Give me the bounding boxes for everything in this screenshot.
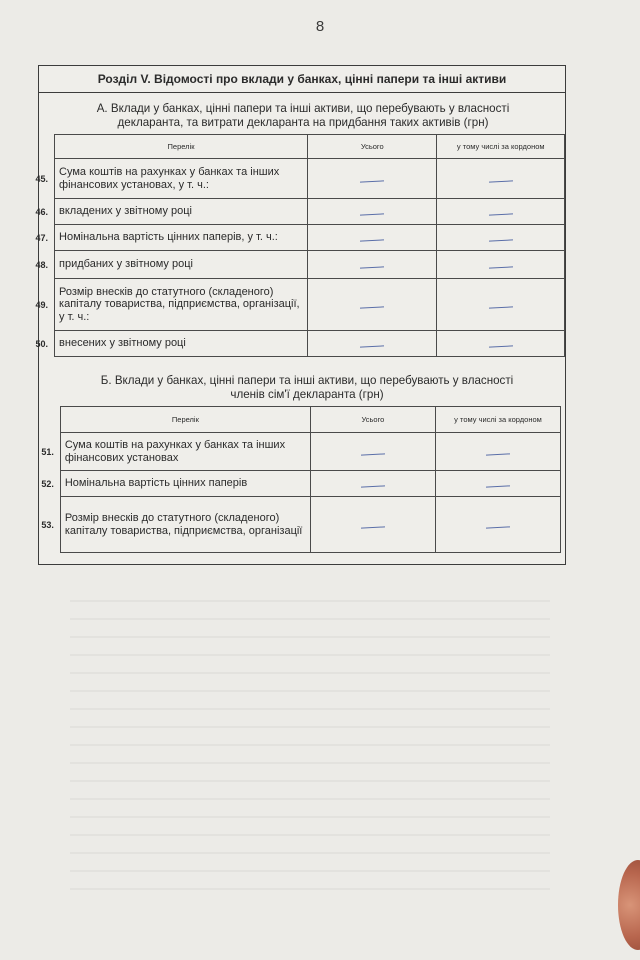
dash-mark xyxy=(489,266,513,268)
header-list: Перелік xyxy=(55,135,308,159)
dash-mark xyxy=(489,239,513,241)
row-label: Розмір внесків до статутного (складеного) капіталу товариства, підприємства, організації xyxy=(60,497,310,553)
table-row xyxy=(9,251,565,279)
table-row xyxy=(9,159,565,199)
total-cell xyxy=(310,471,435,497)
table-row xyxy=(15,433,561,471)
table-part-a xyxy=(9,134,565,357)
total-cell xyxy=(307,225,437,251)
abroad-cell xyxy=(437,279,565,331)
dash-mark xyxy=(489,306,513,308)
total-cell xyxy=(307,331,437,357)
row-number: 53. xyxy=(41,519,54,530)
row-label: Сума коштів на рахунках у банках та інших фінансових установах xyxy=(60,433,310,471)
header-list: Перелік xyxy=(60,407,310,433)
abroad-cell xyxy=(437,331,565,357)
part-b-title xyxy=(53,374,561,402)
row-number: 46. xyxy=(35,206,49,217)
table-row xyxy=(15,497,561,553)
abroad-cell xyxy=(435,433,560,471)
abroad-cell xyxy=(437,159,565,199)
dash-mark xyxy=(360,239,384,241)
row-label: придбаних у звітному році xyxy=(55,251,308,279)
table-part-b xyxy=(15,406,561,553)
header-total: Усього xyxy=(307,135,437,159)
abroad-cell xyxy=(435,497,560,553)
dash-mark xyxy=(361,526,385,528)
header-total: Усього xyxy=(310,407,435,433)
total-cell xyxy=(307,159,437,199)
total-cell xyxy=(307,279,437,331)
part-a-title-line2: декларанта, та витрати декларанта на придбання таких активів (грн) xyxy=(117,116,489,129)
part-b-title-line1: Б. Вклади у банках, цінні папери та інші активи, що перебувають у власності xyxy=(100,374,514,387)
part-a-title-line1: А. Вклади у банках, цінні папери та інші активи, що перебувають у власності xyxy=(96,102,510,115)
row-label: Номінальна вартість цінних паперів xyxy=(60,471,310,497)
table-row xyxy=(15,471,561,497)
header-abroad: у тому числі за кордоном xyxy=(437,135,565,159)
abroad-cell xyxy=(437,225,565,251)
part-a-title xyxy=(49,102,557,130)
section-frame xyxy=(35,65,566,565)
row-number: 49. xyxy=(35,299,49,310)
table-row xyxy=(9,199,565,225)
abroad-cell xyxy=(435,471,560,497)
dash-mark xyxy=(360,306,384,308)
dash-mark xyxy=(360,345,384,347)
table-row xyxy=(9,331,565,357)
dash-mark xyxy=(361,453,385,455)
total-cell xyxy=(310,497,435,553)
dash-mark xyxy=(360,213,384,215)
header-abroad: у тому числі за кордоном xyxy=(435,407,560,433)
bleed-through-text xyxy=(70,600,550,900)
row-number: 47. xyxy=(35,232,49,243)
finger-edge xyxy=(618,860,640,950)
table-header-row xyxy=(15,407,561,433)
dash-mark xyxy=(360,266,384,268)
table-row xyxy=(9,279,565,331)
page-number: 8 xyxy=(315,18,325,35)
row-label: Сума коштів на рахунках у банках та інших фінансових установах, у т. ч.: xyxy=(55,159,308,199)
row-number: 45. xyxy=(35,173,49,184)
abroad-cell xyxy=(437,251,565,279)
dash-mark xyxy=(489,180,513,182)
abroad-cell xyxy=(437,199,565,225)
dash-mark xyxy=(489,213,513,215)
dash-mark xyxy=(486,526,510,528)
table-row xyxy=(9,225,565,251)
dash-mark xyxy=(361,485,385,487)
table-header-row xyxy=(9,135,565,159)
dash-mark xyxy=(360,180,384,182)
row-label: внесених у звітному році xyxy=(55,331,308,357)
part-b-title-line2: членів сім'ї декларанта (грн) xyxy=(230,388,384,401)
row-label: Номінальна вартість цінних паперів, у т. ч.: xyxy=(55,225,308,251)
dash-mark xyxy=(486,453,510,455)
dash-mark xyxy=(489,345,513,347)
dash-mark xyxy=(486,485,510,487)
section-title: Розділ V. Відомості про вклади у банках, цінні папери та інші активи xyxy=(39,66,565,93)
row-label: вкладених у звітному році xyxy=(55,199,308,225)
total-cell xyxy=(310,433,435,471)
row-number: 51. xyxy=(41,446,54,457)
total-cell xyxy=(307,199,437,225)
row-number: 48. xyxy=(35,259,49,270)
row-number: 50. xyxy=(35,338,49,349)
row-number: 52. xyxy=(41,478,54,489)
total-cell xyxy=(307,251,437,279)
row-label: Розмір внесків до статутного (складеного) капіталу товариства, підприємства, організації, у т. ч.: xyxy=(55,279,308,331)
